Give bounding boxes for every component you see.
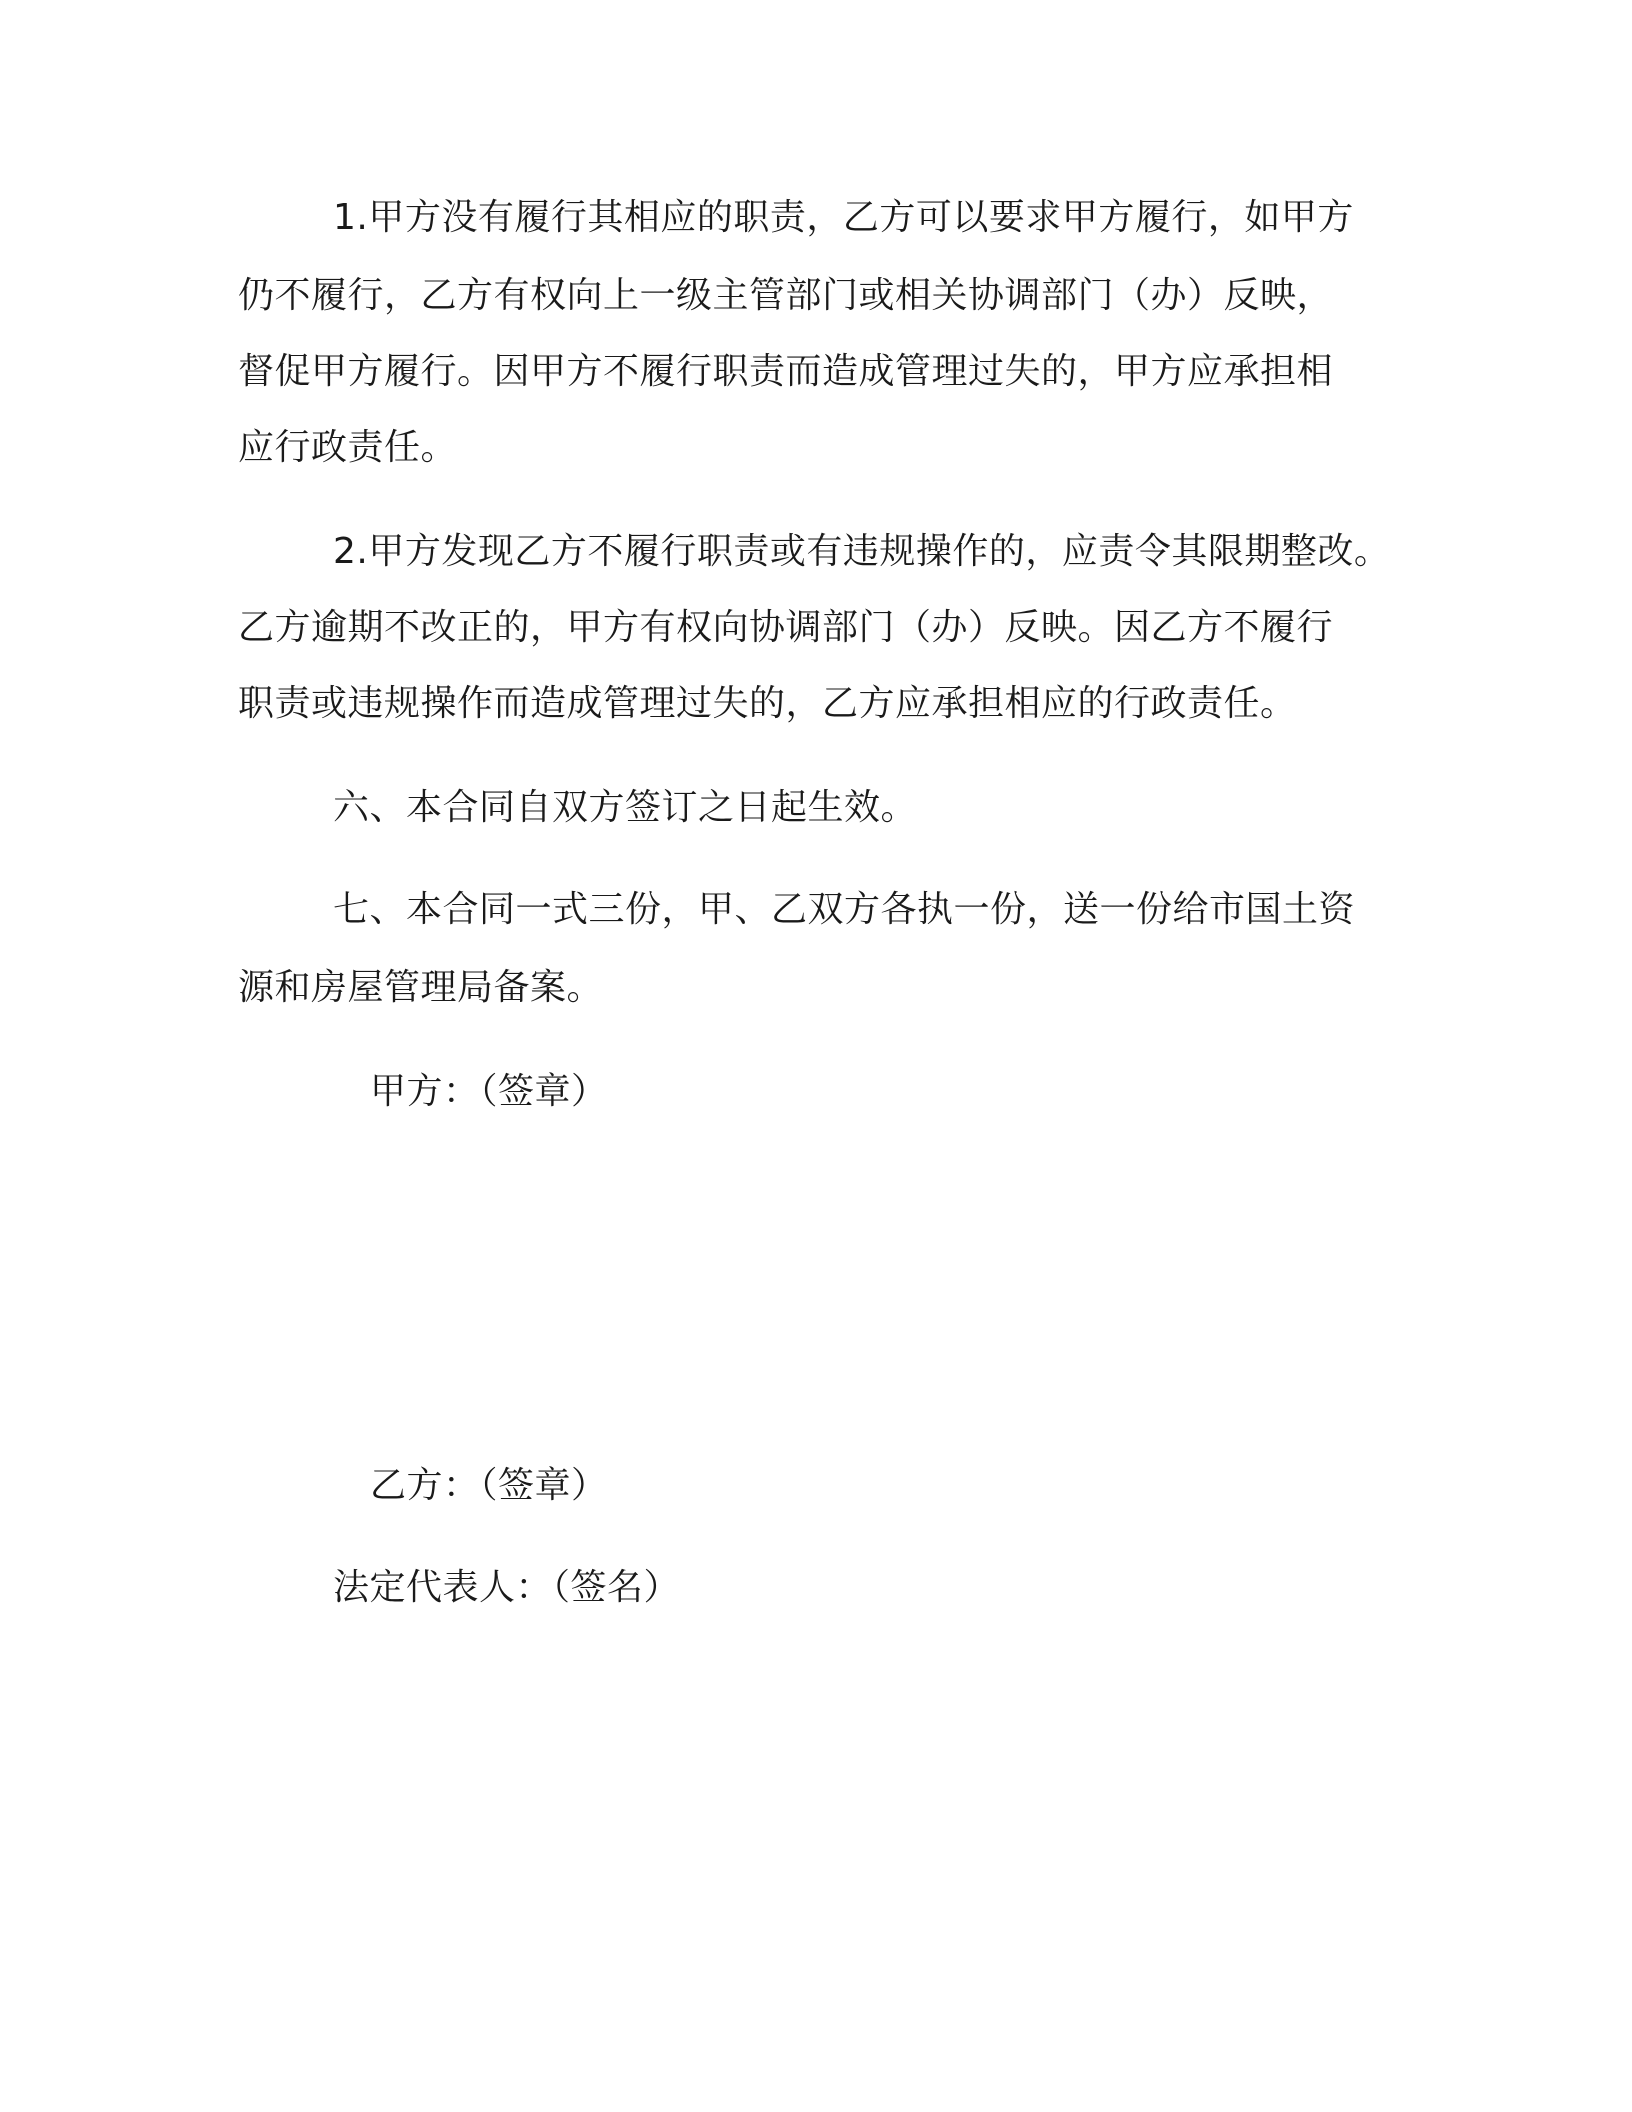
clause-1-line-2: 仍不履行，乙方有权向上一级主管部门或相关协调部门（办）反映，: [238, 275, 1334, 316]
article-7-line-2: 源和房屋管理局备案。: [238, 967, 604, 1008]
clause-1-line-1: 1.甲方没有履行其相应的职责，乙方可以要求甲方履行，如甲方: [333, 197, 1354, 238]
article-7-line-1: 七、本合同一式三份，甲、乙双方各执一份，送一份给市国土资: [333, 889, 1356, 930]
clause-2-line-2: 乙方逾期不改正的，甲方有权向协调部门（办）反映。因乙方不履行: [238, 607, 1334, 648]
party-b-signature: 乙方：（签章）: [370, 1465, 608, 1506]
party-a-signature: 甲方：（签章）: [370, 1071, 608, 1112]
article-6: 六、本合同自双方签订之日起生效。: [333, 787, 918, 828]
clause-2-line-3: 职责或违规操作而造成管理过失的，乙方应承担相应的行政责任。: [238, 683, 1297, 724]
clause-1-line-4: 应行政责任。: [238, 427, 458, 468]
clause-2-line-1: 2.甲方发现乙方不履行职责或有违规操作的，应责令其限期整改。: [333, 531, 1391, 572]
legal-representative-signature: 法定代表人：（签名）: [333, 1567, 681, 1608]
clause-1-line-3: 督促甲方履行。因甲方不履行职责而造成管理过失的，甲方应承担相: [238, 351, 1334, 392]
